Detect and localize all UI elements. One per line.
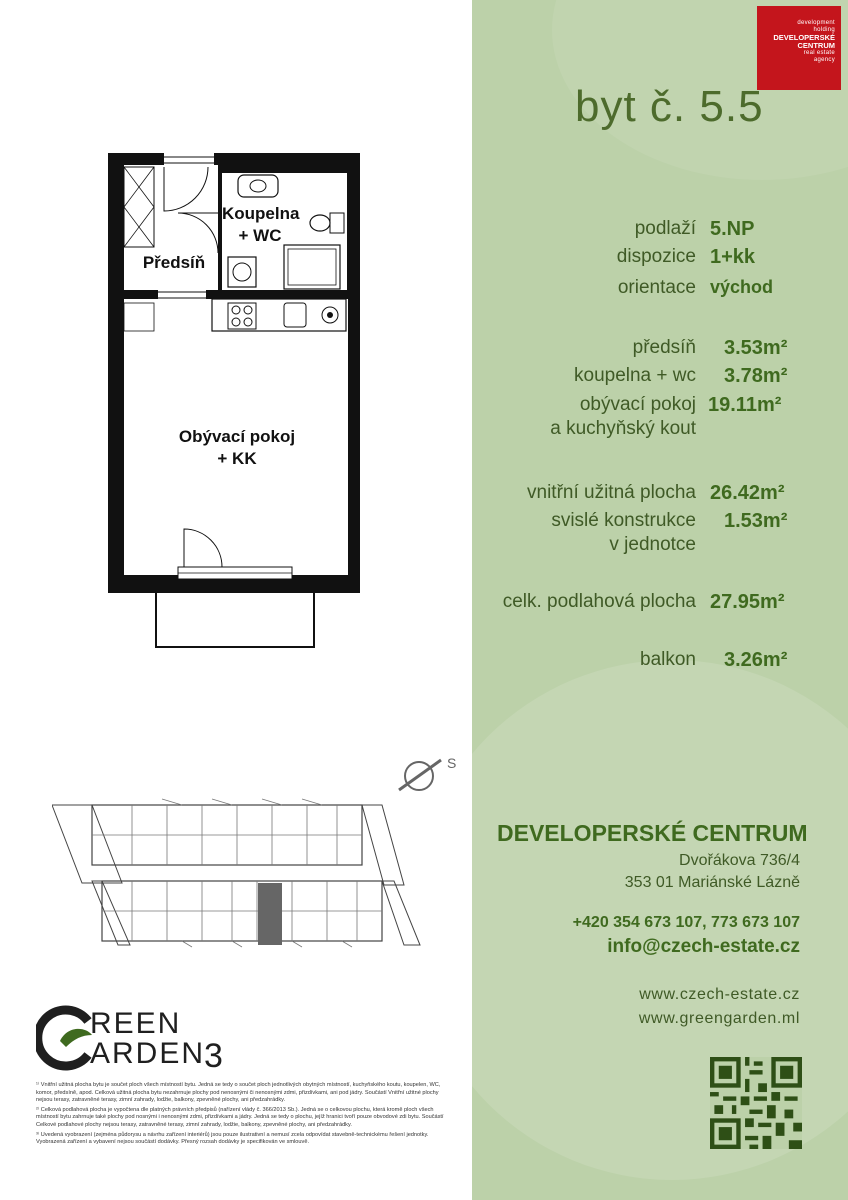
compass-letter: S [447,755,457,771]
developerske-centrum-logo [757,6,841,90]
company-email[interactable]: info@czech-estate.cz [607,936,800,957]
area-value: 3.78m² [724,365,788,387]
total-row-vnitrni [472,482,848,512]
total-row-svisle [472,510,848,560]
room-label-obyvaci [172,426,302,470]
detail-value: 1+kk [710,246,756,268]
gg-line-2: ARDEN [90,1037,206,1070]
total-label-2: v jednotce [609,534,696,555]
area-value: 3.53m² [724,337,788,359]
qr-code-icon[interactable] [710,1057,802,1149]
total-row-celkova [472,591,848,621]
website-link-1[interactable]: www.czech-estate.cz [639,986,800,1003]
detail-label: orientace [617,277,696,298]
footnote-2: ²⁾ Celková podlahová plocha je vypočtena dle platných právních předpisů (nařízení vlády č. 366/2013 Sb.). Jedná se o celkovou plochu, která kromě ploch všech místností bytu zahrnuje také plochy pod nosnými i nenosnými zdmi, přizdívkami a jádry. Jedná se tedy o plochu, jejíž hranici tvoří pouze obvodové zdi bytu. Součástí Celkové podlahové plochy nejsou terasy, zatravněné terasy, zimní zahrady, lodžie, balkony, zpevněné plochy, ani předzahrádky. [36,1106,444,1128]
footnote-1: ¹⁾ Vnitřní užitná plocha bytu je součet ploch všech místností bytu. Jedná se tedy o součet ploch jednotlivých obytných místností, kuchyňského koutu, koupelen, WC, komor, předsíně, apod. Celková užitná plocha bytu nezahrnuje plochy pod nenosnými či nenosnými zdmi, přizdívkami, ani pod jádry. Součástí Vnitřní užitné plochy nejsou terasy, zatravněné terasy, zimní zahrady, lodžie, balkony, zpevněné plochy, ani předzahrádky. [36,1082,441,1104]
logo-small-b2: agency [813,57,835,63]
predsin-label: Předsíň [142,253,206,272]
area-row-predsin [472,337,848,367]
total-label: celk. podlahová plocha [502,591,696,612]
obyvaci-line-2: + KK [217,449,257,468]
detail-value: východ [710,277,774,297]
company-name: DEVELOPERSKÉ CENTRUM [497,820,808,846]
detail-row-podlazi [472,218,848,248]
detail-value: 5.NP [710,218,755,240]
total-value: 26.42m² [710,482,785,504]
company-phone[interactable]: +420 354 673 107, 773 673 107 [572,914,800,931]
total-row-balkon [472,649,848,679]
room-label-predsin [138,252,210,274]
gg-line-1: REEN [90,1007,182,1040]
logo-small-mid: holding [813,27,835,33]
area-label: koupelna + wc [574,365,696,386]
obyvaci-line-1: Obývací pokoj [178,427,296,446]
company-street: Dvořákova 736/4 [679,852,800,869]
logo-small-b1: real estate [803,50,835,56]
total-label: vnitřní užitná plocha [527,482,696,503]
logo-big-2: CENTRUM [797,41,835,50]
footnote-3: ³⁾ Uvedená vyobrazení (zejména půdorysu a návrhu zařízení interiérů) jsou pouze ilustrativní a nemusí zcela odpovídat stavebně-technickému řešení jednotky. Vyobrazená zařízení a vybavení nejsou součástí dodávky. Přesný rozsah dodávky je specifikován ve smlouvě. [36,1131,429,1146]
area-label-2: a kuchyňský kout [550,418,696,439]
area-label: obývací pokoj [579,394,696,415]
total-value: 1.53m² [724,510,788,532]
gg-logo-mark-icon [36,1003,96,1073]
website-link-2[interactable]: www.greengarden.ml [638,1010,800,1027]
green-garden-logo [36,1003,236,1073]
detail-label: podlaží [634,218,696,239]
total-value: 3.26m² [724,649,788,671]
detail-row-orientace [472,277,848,307]
area-label: předsíň [632,337,696,358]
gg-number: 3 [204,1037,225,1075]
compass-icon [395,750,465,795]
detail-label: dispozice [616,246,696,267]
koupelna-line-1: Koupelna [222,204,300,223]
site-plan [52,795,424,955]
area-value: 19.11m² [708,394,782,416]
logo-big-1: DEVELOPERSKÉ [773,33,835,42]
room-label-koupelna [222,203,298,247]
page-title: byt č. 5.5 [575,82,764,131]
company-city: 353 01 Mariánské Lázně [624,874,800,891]
footnotes [36,1082,448,1149]
detail-row-dispozice [472,246,848,276]
area-row-obyvaci [472,394,848,444]
area-row-koupelna [472,365,848,395]
total-label: svislé konstrukce [551,510,696,531]
total-value: 27.95m² [710,591,785,613]
total-label: balkon [640,649,696,670]
koupelna-line-2: + WC [238,226,282,245]
unit-highlight [258,883,282,945]
logo-small-top: development [797,20,835,26]
